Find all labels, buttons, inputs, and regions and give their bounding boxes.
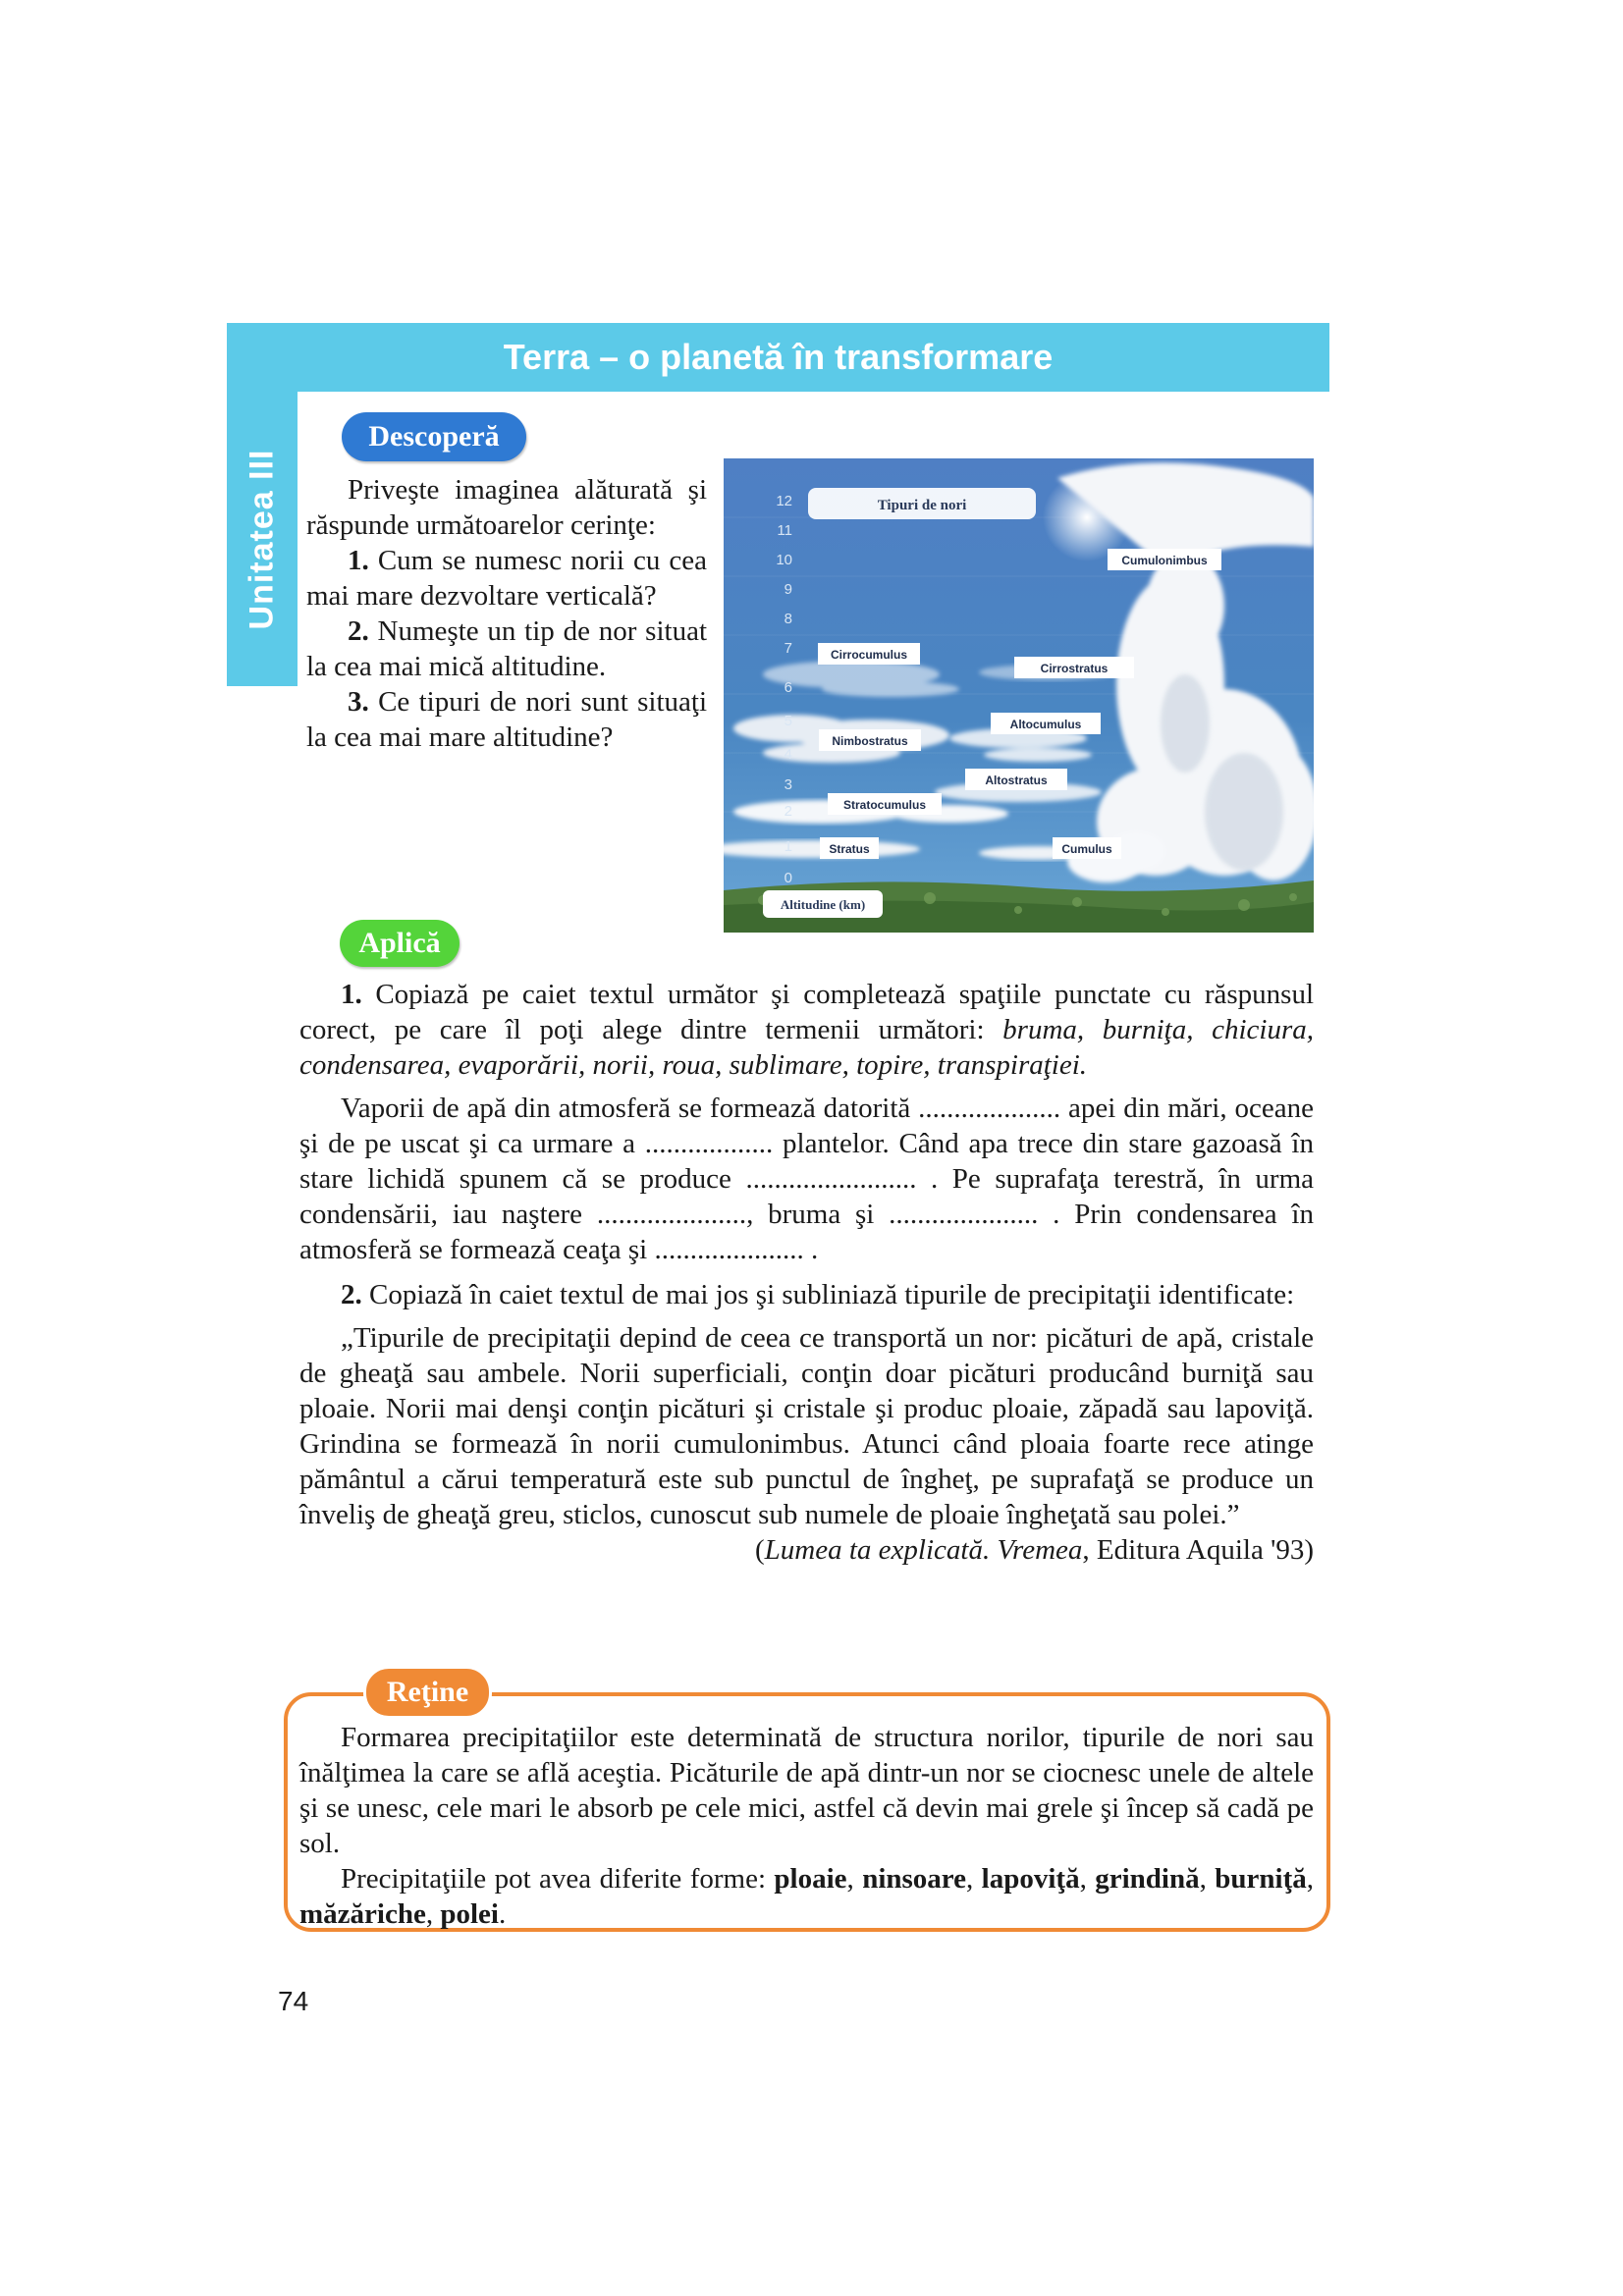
aplica-section (299, 977, 1314, 1568)
cloud-illustration (724, 458, 1314, 933)
tick-8: 8 (784, 611, 792, 627)
retine-paragraph-1: Formarea precipitaţiilor este determinată de structura norilor, tipurile de nori sau înălţimea la care se află aceştia. Picăturile de apă dintr-un nor se ciocnesc unele de altele şi se unesc, cele mari le absorb pe cele mici, astfel că devin mai grele şi încep să cadă pe sol. (299, 1722, 1314, 1859)
aplica-badge: Aplică (340, 920, 460, 967)
altitude-axis-label: Altitudine (km) (780, 897, 866, 912)
label-stratocumulus: Stratocumulus (842, 798, 927, 812)
tick-2: 2 (784, 803, 792, 820)
exercise-2: 2. Copiază în caiet textul de mai jos şi subliniază tipurile de precipitaţii identificate: (341, 1279, 1295, 1310)
unit-label: Unitatea III (243, 449, 281, 629)
form-ploaie: ploaie (774, 1863, 847, 1895)
label-cumulonimbus: Cumulonimbus (1121, 554, 1208, 567)
question-3: 3. Ce tipuri de nori sunt situaţi la cea mai mare altitudine? (306, 686, 708, 753)
form-burnita: burniţă (1215, 1863, 1307, 1895)
label-altostratus: Altostratus (985, 774, 1048, 787)
form-lapovita: lapoviţă (981, 1863, 1080, 1895)
descopera-badge: Descoperă (342, 412, 526, 461)
form-polei: polei (440, 1898, 499, 1930)
quote-source: (Lumea ta explicată. Vremea, Editura Aquila '93) (755, 1534, 1314, 1566)
exercise-2-quote: „Tipurile de precipitaţii depind de ceea ce transportă un nor: picături de apă, cristale de gheaţă sau ambele. Norii superficiali, conţin doar picături producând burniţă sau ploaie. Norii mai denşi conţin picături şi cristale şi produc ploaie, zăpadă sau lapoviţă. Grindina se formează în norii cumulonimbus. Atunci când ploaia foarte rece atinge pământul a cărui temperatură este sub punctul de îngheţ, pe suprafaţă se produce un înveliş de gheaţă greu, sticlos, cunoscut sub numele de ploaie îngheţată sau polei.” (299, 1322, 1314, 1530)
retine-badge: Reţine (363, 1666, 492, 1719)
tick-11: 11 (777, 522, 792, 539)
exercise-1-fill-text: Vaporii de apă din atmosferă se formează datorită .................... apei din mări, oceane şi de pe uscat şi ca urmare a .................. plantelor. Când apa trece din stare gazoasă în stare lichidă spunem că se produce ........................ . Pe suprafaţa terestră, în urma condensării, iau naştere ....................., bruma şi ..................... . Prin condensarea în atmosferă se formează ceaţa şi ..................... . (299, 1093, 1314, 1265)
tick-12: 12 (776, 493, 792, 509)
descopera-questions (306, 472, 707, 755)
retine-content (299, 1720, 1314, 1932)
tick-5: 5 (784, 713, 792, 729)
page-number: 74 (278, 1986, 309, 2016)
cloud-types-figure (724, 458, 1314, 933)
form-ninsoare: ninsoare (862, 1863, 967, 1895)
exercise-1: 1. Copiază pe caiet textul următor şi completează spaţiile punctate cu răspunsul corect, pe care îl poţi alege dintre termenii următori: bruma, burniţa, chiciura, condensarea, evaporării, norii, roua, sublimare, topire, transpiraţiei. (299, 979, 1314, 1081)
label-cirrocumulus: Cirrocumulus (830, 648, 908, 662)
descopera-intro: Priveşte imaginea alăturată şi răspunde următoarelor cerinţe: (306, 474, 707, 541)
tick-9: 9 (784, 581, 792, 598)
label-altocumulus: Altocumulus (1009, 718, 1082, 731)
tick-4: 4 (784, 746, 792, 763)
question-1: 1. Cum se numesc norii cu cea mai mare dezvoltare verticală? (306, 545, 707, 612)
figure-title: Tipuri de nori (877, 498, 967, 513)
label-cumulus: Cumulus (1061, 842, 1112, 856)
tick-7: 7 (784, 640, 792, 657)
tick-10: 10 (776, 552, 792, 568)
chapter-title: Terra – o planetă în transformare (503, 337, 1054, 377)
retine-paragraph-2: Precipitaţiile pot avea diferite forme: ploaie, ninsoare, lapoviţă, grindină, burniţă, măzăriche, polei. (299, 1863, 1314, 1930)
tick-3: 3 (784, 776, 792, 793)
form-mazariche: măzăriche (299, 1898, 426, 1930)
question-2: 2. Numeşte un tip de nor situat la cea mai mică altitudine. (306, 615, 707, 682)
form-grindina: grindină (1095, 1863, 1200, 1895)
label-nimbostratus: Nimbostratus (832, 734, 908, 748)
unit-side-tab-label-wrap (227, 392, 298, 686)
tick-1: 1 (784, 838, 792, 855)
tick-0: 0 (784, 870, 792, 886)
tick-6: 6 (784, 679, 792, 696)
label-stratus: Stratus (829, 842, 870, 856)
label-cirrostratus: Cirrostratus (1040, 662, 1109, 675)
